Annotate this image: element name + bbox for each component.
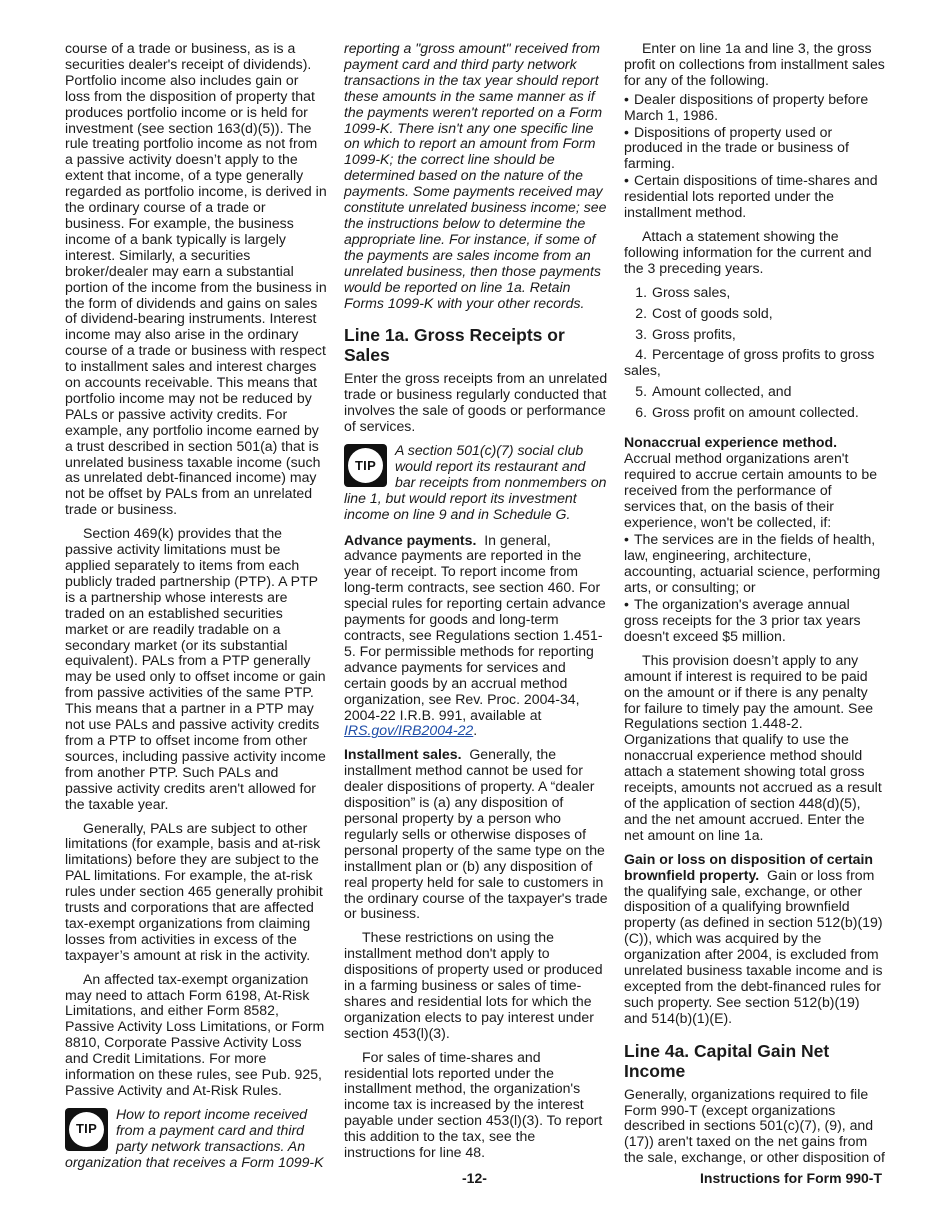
paragraph: reporting a "gross amount" received from payment card and third party network transactions in the tax year should report these amounts in the same manner as if the payments weren't reported on a Form 1099-K. There isn't any one specific line on which to report an amount from Form 1099-K; the correct line should be determined based on the nature of the payments. Some payments received may constitute unrelated business income; see the instructions below to determine the appropriate line. For instance, if some of the payments are sales income from an unrelated business, then those payments would be reported on line 1a. Retain Forms 1099-K with your other records. (344, 40, 607, 311)
column-middle (344, 41, 608, 1169)
column-right (624, 41, 886, 1174)
list-item (624, 327, 886, 343)
paragraph-text: Gain or loss from the qualifying sale, exchange, or other disposition of a qualifying brownfield property (as defined in section 512(b)(19)(C)), which was acquired by the organization after 2004, is excluded from unrelated business taxable income and is excepted from the debt-financed rules for such property. See section 512(b)(19) and 514(b)(1)(E). (624, 866, 883, 1026)
paragraph-text: Accrual method organizations aren't required to accrue certain amounts to be received from the performance of services that, on the basis of their experience, won't be collected, if: (624, 449, 878, 530)
irs-link[interactable]: IRS.gov/IRB2004-22 (344, 722, 474, 739)
paragraph-text: In general, advance payments are reported in the year of receipt. To report income from long-term contracts, see section 460. For special rules for reporting certain advance payments for goods and long-term contracts, see Regulations section 1.451-5. For permissible methods for reporting advance payments for services and certain goods by an accrual method organization, see Rev. Proc. 2004-34, 2004-22 I.R.B. 991, available at (344, 531, 606, 723)
list-text: Gross profits, (652, 325, 736, 342)
bullet-item: • Certain dispositions of time-shares and residential lots reported under the installment method. (624, 173, 886, 221)
tip-callout (344, 443, 608, 523)
column-left (65, 41, 327, 1181)
run-in-heading: Nonaccrual experience method. (624, 434, 838, 451)
list-text: Percentage of gross profits to gross sales, (624, 346, 875, 379)
paragraph: Generally, organizations required to file Form 990-T (except organizations described in sections 501(c)(7), (9), and (17)) aren't taxed on the net gains from the sale, exchange, or other disposition of (624, 1085, 885, 1166)
run-in-heading: Installment sales. (344, 746, 462, 763)
list-number: 1. (635, 283, 647, 300)
paragraph: For sales of time-shares and residential lots reported under the installment method, the organization's income tax is increased by the interest payable under section 453(l)(3). To report this addition to the tax, see the instructions for line 48. (344, 1048, 603, 1161)
list-number: 4. (635, 346, 647, 363)
paragraph: Generally, PALs are subject to other limitations (for example, basis and at-risk limitations) before they are subject to the PAL limitations. For example, the at-risk rules under section 465 generally prohibit trusts and corporations that are affected tax-exempt organizations from claiming losses from activities in excess of the taxpayer’s amount at risk in the activity. (65, 819, 323, 963)
list-item (624, 285, 886, 301)
paragraph: These restrictions on using the installment method don't apply to dispositions of property used or produced in a farming business or sales of time-shares and residential lots for which the organization elects to pay interest under section 453(l)(3). (344, 929, 603, 1041)
list-number: 3. (635, 325, 647, 342)
section-heading: Line 1a. Gross Receipts or Sales (344, 325, 565, 366)
tip-text: A section 501(c)(7) social club would report its restaurant and bar receipts from nonmembers on line 1, but would report its investment income on line 9 and in Schedule G. (344, 443, 607, 522)
tip-icon (65, 1108, 108, 1151)
bullet-item: • Dispositions of property used or produced in the trade or business of farming. (624, 125, 886, 173)
run-in-heading: Advance payments. (344, 531, 477, 548)
bullet-item: • The organization's average annual gross receipts for the 3 prior tax years doesn't exceed $5 million. (624, 597, 886, 645)
paragraph: Enter on line 1a and line 3, the gross profit on collections from installment sales for any of the following. (624, 40, 885, 88)
list-item (624, 306, 886, 322)
paragraph (624, 852, 886, 1027)
list-text: Amount collected, and (652, 383, 792, 400)
run-in-heading: Gain or loss on disposition of certain brownfield property. (624, 850, 874, 883)
paragraph (344, 533, 608, 740)
paragraph: Enter the gross receipts from an unrelated trade or business regularly conducted that involves the sale of goods or performance of services. (344, 370, 608, 435)
list-text: Gross sales, (652, 283, 731, 300)
tip-text: How to report income received from a payment card and third party network transactions. An organization that receives a Form 1099-K (65, 1106, 324, 1170)
list-number: 6. (635, 404, 647, 421)
tip-icon-label: TIP (69, 1112, 104, 1147)
section-heading: Line 4a. Capital Gain Net Income (624, 1040, 830, 1081)
tip-callout (65, 1107, 327, 1171)
bullet-item: • The services are in the fields of health, law, engineering, architecture, accounting, actuarial science, performing arts, or consulting; or (624, 532, 886, 596)
list-number: 2. (635, 304, 647, 321)
form-title: Instructions for Form 990-T (700, 1170, 883, 1186)
paragraph: Section 469(k) provides that the passive activity limitations must be applied separately to items from each publicly traded partnership (PTP). A PTP is a partnership whose interests are traded on an established securities market or are readily tradable on a secondary market (or its substantial equivalent). PALs from a PTP generally may be used only to offset income or gain from passive activities of the same PTP. This means that a partner in a PTP may not use PALs and passive activity credits from a PTP to offset income from other sources, including passive activity income from another PTP. Such PALs and passive activity credits aren't allowed for the taxable year. (65, 525, 326, 812)
list-item (624, 347, 886, 379)
bullet-item: • Dealer dispositions of property before March 1, 1986. (624, 92, 886, 124)
paragraph: An affected tax-exempt organization may need to attach Form 6198, At-Risk Limitations, and either Form 8582, Passive Activity Loss Limitations, or Form 8810, Corporate Passive Activity Loss and Credit Limitations. For more information on these rules, see Pub. 925, Passive Activity and At-Risk Rules. (65, 970, 325, 1098)
paragraph (344, 747, 608, 922)
list-item (624, 405, 886, 421)
paragraph-text: Generally, the installment method cannot be used for dealer dispositions of property. A “dealer disposition” is (a) any disposition of personal property by a person who regularly sells or otherwise disposes of personal property of the same type on the installment plan or (b) any disposition of real property held for sale to customers in the ordinary course of the taxpayer's trade or business. (344, 746, 608, 922)
paragraph: course of a trade or business, as is a securities dealer's receipt of dividends). Portfolio income also includes gain or loss from the disposition of property that produces portfolio income or is held for investment (see section 163(d)(5)). The rule treating portfolio income as not from a passive activity doesn’t apply to the extent that income, of a type generally regarded as portfolio income, is derived in the ordinary course of a trade or business. For example, the business income of a bank typically is largely interest. Similarly, a securities broker/dealer may earn a substantial portion of the income from the business in the form of dividends and gains on sales of dividend-bearing instruments. Interest income may also arise in the ordinary course of a trade or business with respect to installment sales and interest charges on accounts receivable. This means that portfolio income may not be reduced by PALs or passive activity credits. For example, any portfolio income earned by a trust described in section 501(a) that is unrelated business taxable income (such as unrelated debt-financed income) may not be offset by PALs from an unrelated trade or business. (65, 40, 327, 518)
paragraph (624, 435, 886, 530)
list-item (624, 384, 886, 400)
list-number: 5. (635, 383, 647, 400)
paragraph: This provision doesn’t apply to any amount if interest is required to be paid on the amount or if there is any penalty for failure to timely pay the amount. See Regulations section 1.448-2. Organizations that qualify to use the nonaccrual experience method should attach a statement showing total gross receipts, amounts not accrued as a result of the application of section 448(d)(5), and the net amount accrued. Enter the net amount on line 1a. (624, 651, 882, 843)
tip-icon (344, 444, 387, 487)
tip-icon-label: TIP (348, 448, 383, 483)
paragraph: Attach a statement showing the following information for the current and the 3 preceding years. (624, 227, 872, 276)
list-text: Cost of goods sold, (652, 304, 773, 321)
list-text: Gross profit on amount collected. (652, 404, 859, 421)
punctuation: . (473, 722, 478, 739)
page-number: -12- (462, 1170, 487, 1186)
